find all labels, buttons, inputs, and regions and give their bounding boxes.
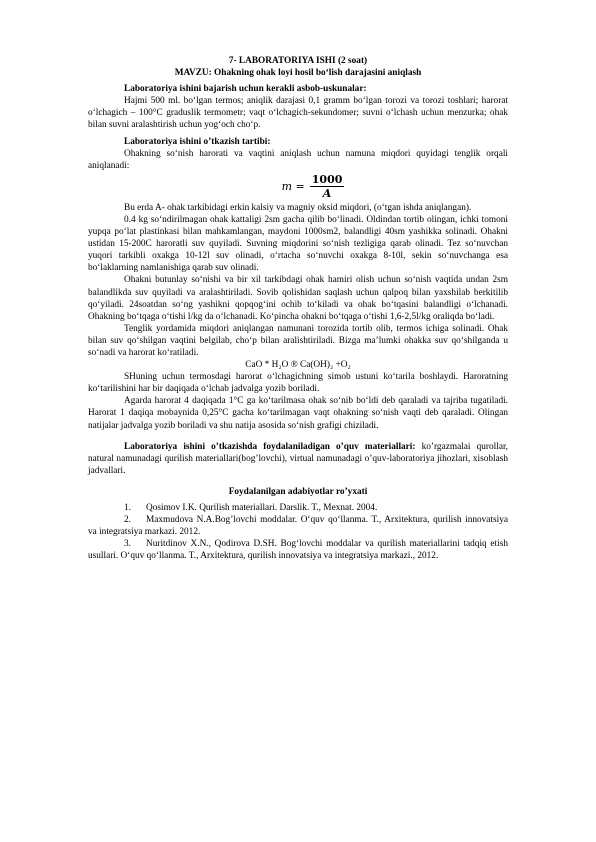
reference-text: Maxmudova N.A.Bog’lovchi moddalar. O‘quv qo‘llanma. T., Arxitektura, qurilish innovatsiya va integratsiya markazi. 2012.	[88, 515, 508, 538]
document-page	[88, 0, 508, 562]
reference-item	[88, 538, 508, 562]
reference-number: 3.	[124, 539, 131, 550]
equipment-text: Hajmi 500 ml. bo‘lgan termos; aniqlik darajasi 0,1 gramm bo‘lgan torozi va torozi toshlari; harorat o‘lchagich – 100°C graduslik termometr; vaqt o‘lchagich-sekundomer; suvni o‘lchash uchun menzurka; ohak bilan suvni aralashtirish uchun yog‘och cho‘p.	[88, 96, 508, 131]
reference-text: Qosimov I.K. Qurilish materiallari. Darslik. T., Mexnat. 2004.	[146, 503, 378, 513]
formula-denominator: A	[322, 187, 332, 201]
reaction-equation: CaO * H₂O ® Ca(OH)₂ +O₂	[245, 360, 351, 371]
materials-paragraph	[88, 441, 508, 477]
materials-text: ko’rgazmalai qurollar, natural namunadagi qurilish materiallari(bog’lovchi), virtual namunadagi o’quv-laboratoriya jihozlari, xisoblash jadvallari.	[88, 441, 508, 476]
references-list	[88, 502, 508, 562]
reference-number: 1.	[124, 503, 131, 513]
procedure-heading: Laboratoriya ishini o’tkazish tartibi:	[124, 136, 271, 147]
reference-number: 2.	[124, 515, 131, 526]
paragraph: Agarda harorat 4 daqiqada 1°C ga ko‘tarilmasa ohak so‘nib bo‘ldi deb qaraladi va tajriba tugatiladi. Harorat 1 daqiqa mobaynida 0,25°C gacha ko‘tarilmagan vaqt ohakning so‘nish vaqti deb qaraladi. Olingan natijalar jadvalga yozib boriladi va shu natija asosida so‘nish grafigi chiziladi.	[88, 396, 508, 431]
paragraph: 0.4 kg so‘ndirilmagan ohak kattaligi 2sm gacha qilib bo‘linadi. Oldindan tortib olingan, ichki tomoni yupqa po‘lat plastinkasi bilan mahkamlangan, maydoni 1000sm2, balandligi 40sm yashikka solinadi. Ohakni ustidan 15-200C haroratli suv quyiladi. Suvning miqdorini so‘nish tezligiga qarab olinadi. Tez so‘nuvchan yuqori tarkibli oxakga 10-12l suv olinadi, o‘rtacha so‘nuvchi oxakga 8-10l, sekin so‘nuvchanga esa bo‘laklarning namlanishiga qarab suv olinadi.	[88, 214, 508, 274]
equipment-heading: Laboratoriya ishini bajarish uchun kerakli asbob-uskunalar:	[124, 84, 367, 95]
reference-item	[88, 502, 508, 514]
document-title: 7- LABORATORIYA ISHI (2 soat)	[228, 56, 368, 66]
paragraph: Ohakni butunlay so‘nishi va bir xil tarkibdagi ohak hamiri olish uchun so‘nish vaqtida undan 2sm balandlikda suv quyiladi va aralashtiriladi. Sovib qolishidan saqlash uchun qalpoq bilan yaxshilab berkitilib qo‘yiladi. 24soatdan so‘ng yashikni qopqog‘ini ochib to‘kiladi va ohak bo‘tqasini balandligi o‘lchanadi. Ohakning bo‘tqaga o‘tishi l/kg da o‘lchanadi. Ko‘pincha ohakni bo‘tqaga o‘tishi 1,6-2,5l/kg oraliqda bo‘ladi.	[88, 275, 508, 322]
document-subtitle: MAVZU: Ohakning ohak loyi hosil bo‘lish darajasini aniqlash	[174, 68, 422, 79]
reference-item	[88, 514, 508, 538]
reference-text: Nuritdinov X.N., Qodirova D.SH. Bog‘lovchi moddalar va qurilish materiallarini tadqiq etish usullari. O‘quv qo‘llanma. T., Arxitektura, qurilish innovatsiya va integratsiya markazi., 2012.	[88, 539, 508, 562]
paragraph: SHuning uchun termosdagi harorat o‘lchagichning simob ustuni ko‘tarila boshlaydi. Haroratning ko‘tarilishini har bir daqiqada o‘lchab jadvalga yozib boriladi.	[88, 372, 508, 395]
paragraph: Tenglik yordamida miqdori aniqlangan namunani torozida tortib olib, termos ichiga solinadi. Ohak bilan suv qo‘shilgan vaqtini belgilab, cho‘p bilan aralishtiriladi. Bizga ma’lumki ohakka suv qo‘shilganda u so‘nadi va harorat ko‘ratiladi.	[88, 323, 508, 358]
formula-lhs: m =	[281, 179, 305, 193]
formula-fraction	[310, 173, 345, 200]
sample-formula	[88, 172, 508, 202]
procedure-intro: Ohakning so‘nish harorati va vaqtini aniqlash uchun namuna miqdori quyidagi tenglik orqali aniqlanadi:	[88, 148, 508, 171]
formula-numerator: 1000	[311, 173, 343, 187]
references-heading: Foydalanilgan adabiyotlar ro’yxati	[228, 486, 368, 497]
materials-heading: Laboratoriya ishini o’tkazishda foydalaniladigan o’quv materiallari:	[124, 441, 416, 452]
paragraph: Bu erda A- ohak tarkibidagi erkin kalsiy va magniy oksid miqdori, (o‘tgan ishda aniqlangan).	[124, 202, 472, 213]
